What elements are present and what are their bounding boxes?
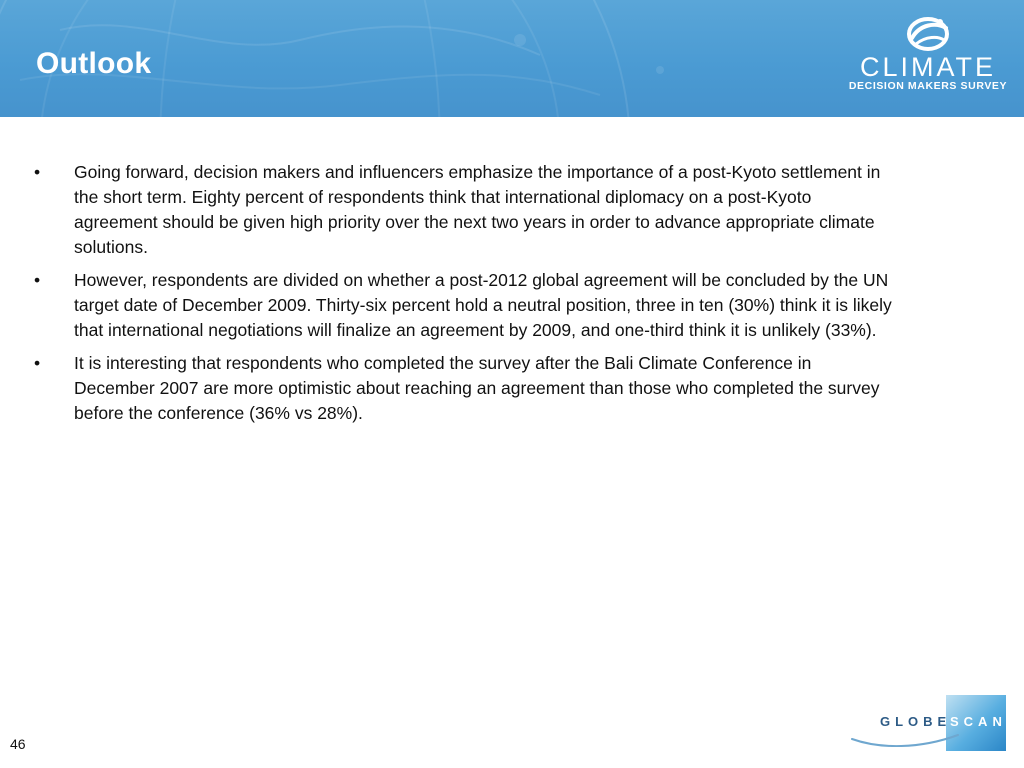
bullet-item [34, 160, 894, 260]
slide-header [0, 0, 1024, 117]
bullet-text: However, respondents are divided on whether a post-2012 global agreement will be concluded by the UN target date of December 2009. Thirty-six percent hold a neutral position, three in ten (30%) think it is likely that international negotiations will finalize an agreement by 2009, and one-third think it is unlikely (33%). [74, 270, 892, 340]
page-number: 46 [10, 736, 26, 752]
climate-survey-logo [848, 14, 1008, 98]
bullet-list [34, 160, 894, 434]
logo-word: CLIMATE [859, 52, 996, 82]
logo-subtitle: DECISION MAKERS SURVEY [848, 80, 1008, 92]
bullet-text: Going forward, decision makers and influencers emphasize the importance of a post-Kyoto settlement in the short term. Eighty percent of respondents think that international diplomacy on a post-Kyoto agreement should be given high priority over the next two years in order to advance appropriate climate solutions. [74, 162, 881, 257]
bullet-marker: • [34, 353, 41, 373]
globescan-word-right: SCAN [950, 714, 1007, 729]
bullet-marker: • [34, 162, 41, 182]
globescan-word-left: GLOBE [880, 714, 952, 729]
bullet-item [34, 268, 894, 343]
bullet-text: It is interesting that respondents who completed the survey after the Bali Climate Conference in December 2007 are more optimistic about reaching an agreement than those who completed the survey before the conference (36% vs 28%). [74, 353, 880, 423]
bullet-marker: • [34, 270, 41, 290]
bullet-item [34, 351, 894, 426]
climate-swirl-icon [902, 14, 954, 54]
globescan-logo [850, 695, 1010, 751]
slide-title: Outlook [36, 47, 152, 80]
